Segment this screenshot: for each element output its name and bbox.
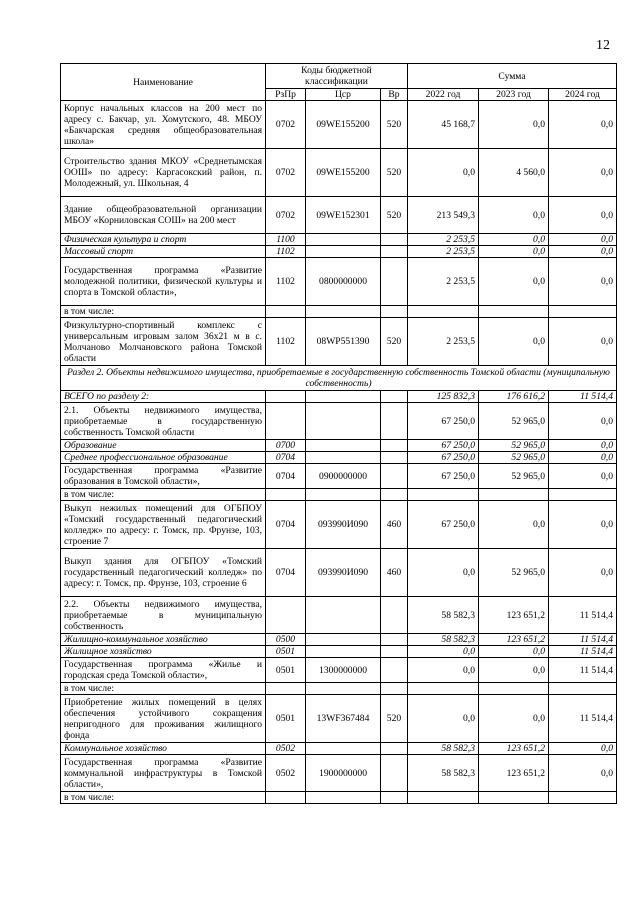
cell-y2023: 52 965,0	[479, 440, 549, 452]
table-row	[61, 792, 617, 804]
cell-vr	[381, 452, 408, 464]
table-row	[61, 101, 617, 149]
table-row	[61, 452, 617, 464]
cell-rzpr: 0704	[266, 452, 306, 464]
cell-vr	[381, 440, 408, 452]
cell-y2023: 0,0	[479, 197, 549, 234]
cell-csr	[306, 440, 381, 452]
cell-y2024: 0,0	[549, 464, 617, 489]
cell-y2024: 0,0	[549, 403, 617, 440]
cell-rzpr: 1100	[266, 234, 306, 246]
cell-rzpr: 0501	[266, 695, 306, 743]
header-rzpr: РзПр	[266, 89, 306, 101]
cell-y2023: 0,0	[479, 695, 549, 743]
cell-rzpr	[266, 792, 306, 804]
cell-rzpr: 0702	[266, 101, 306, 149]
cell-y2023: 0,0	[479, 246, 549, 258]
cell-y2022: 58 582,3	[408, 597, 479, 634]
cell-vr	[381, 792, 408, 804]
cell-y2024: 0,0	[549, 501, 617, 549]
table-row	[61, 695, 617, 743]
cell-vr	[381, 755, 408, 792]
table-row	[61, 440, 617, 452]
cell-csr	[306, 489, 381, 501]
cell-y2023: 0,0	[479, 646, 549, 658]
cell-y2023: 0,0	[479, 234, 549, 246]
cell-y2022: 0,0	[408, 646, 479, 658]
cell-y2024: 11 514,4	[549, 695, 617, 743]
cell-y2022: 2 253,5	[408, 318, 479, 366]
cell-name: Выкуп нежилых помещений для ОГБПОУ «Томский государственный педагогический колледж» по адресу: г. Томск, пр. Фрунзе, 103, строение 7	[61, 501, 266, 549]
section-title: Раздел 2. Объекты недвижимого имущества, приобретаемые в государственную собственность Томской области (муниципальную собственность)	[61, 366, 617, 391]
cell-name: Корпус начальных классов на 200 мест по адресу с. Бакчар, ул. Хомутского, 48. МБОУ «Бакчарская средняя общеобразовательная школа»	[61, 101, 266, 149]
cell-csr	[306, 452, 381, 464]
cell-csr	[306, 792, 381, 804]
cell-y2023	[479, 306, 549, 318]
cell-rzpr: 1102	[266, 318, 306, 366]
cell-rzpr	[266, 683, 306, 695]
cell-name: Государственная программа «Жилье и городская среда Томской области»,	[61, 658, 266, 683]
cell-y2024: 0,0	[549, 318, 617, 366]
cell-y2024: 0,0	[549, 452, 617, 464]
cell-csr: 08WP551390	[306, 318, 381, 366]
cell-vr	[381, 234, 408, 246]
cell-vr: 460	[381, 549, 408, 597]
cell-y2023: 123 651,2	[479, 743, 549, 755]
cell-y2022: 67 250,0	[408, 403, 479, 440]
cell-y2023	[479, 792, 549, 804]
cell-y2022: 67 250,0	[408, 464, 479, 489]
table-row	[61, 197, 617, 234]
table-row	[61, 318, 617, 366]
cell-rzpr	[266, 489, 306, 501]
cell-vr	[381, 634, 408, 646]
table-row	[61, 403, 617, 440]
cell-y2024: 0,0	[549, 101, 617, 149]
cell-csr: 093990И090	[306, 549, 381, 597]
cell-name: Государственная программа «Развитие образования в Томской области»,	[61, 464, 266, 489]
cell-y2022: 0,0	[408, 149, 479, 197]
cell-vr: 520	[381, 197, 408, 234]
cell-vr: 520	[381, 695, 408, 743]
cell-name: Жилищное хозяйство	[61, 646, 266, 658]
header-2022: 2022 год	[408, 89, 479, 101]
cell-vr	[381, 246, 408, 258]
cell-y2022	[408, 683, 479, 695]
cell-y2022: 0,0	[408, 549, 479, 597]
cell-name: в том числе:	[61, 792, 266, 804]
cell-y2023: 123 651,2	[479, 634, 549, 646]
cell-y2024: 0,0	[549, 440, 617, 452]
cell-name: в том числе:	[61, 489, 266, 501]
cell-name: 2.2. Объекты недвижимого имущества, приобретаемые в муниципальную собственность	[61, 597, 266, 634]
section-heading-row	[61, 366, 617, 391]
cell-vr	[381, 646, 408, 658]
cell-rzpr: 0502	[266, 743, 306, 755]
budget-table	[60, 63, 617, 804]
cell-y2022: 67 250,0	[408, 452, 479, 464]
cell-y2023: 0,0	[479, 501, 549, 549]
cell-csr: 0800000000	[306, 258, 381, 306]
cell-y2022	[408, 489, 479, 501]
cell-y2022: 58 582,3	[408, 743, 479, 755]
cell-csr: 1300000000	[306, 658, 381, 683]
cell-csr	[306, 634, 381, 646]
cell-csr	[306, 646, 381, 658]
cell-y2022: 58 582,3	[408, 634, 479, 646]
cell-csr: 0900000000	[306, 464, 381, 489]
cell-rzpr: 0502	[266, 755, 306, 792]
cell-y2022: 2 253,5	[408, 246, 479, 258]
cell-y2023: 52 965,0	[479, 452, 549, 464]
cell-vr	[381, 597, 408, 634]
cell-y2024: 11 514,4	[549, 658, 617, 683]
table-row	[61, 597, 617, 634]
cell-name: Государственная программа «Развитие молодежной политики, физической культуры и спорта в Томской области»,	[61, 258, 266, 306]
cell-vr	[381, 658, 408, 683]
cell-rzpr	[266, 391, 306, 403]
cell-rzpr: 0702	[266, 149, 306, 197]
cell-y2022: 213 549,3	[408, 197, 479, 234]
cell-csr: 1900000000	[306, 755, 381, 792]
header-codes: Коды бюджетной классификации	[266, 64, 408, 89]
cell-rzpr	[266, 403, 306, 440]
cell-rzpr	[266, 306, 306, 318]
cell-name: Физкультурно-спортивный комплекс с универсальным игровым залом 36х21 м в с. Молчаново Молчановского района Томской области	[61, 318, 266, 366]
cell-csr	[306, 683, 381, 695]
cell-csr: 09WE152301	[306, 197, 381, 234]
cell-name: в том числе:	[61, 306, 266, 318]
cell-y2024: 11 514,4	[549, 646, 617, 658]
cell-y2024	[549, 683, 617, 695]
cell-rzpr: 1102	[266, 246, 306, 258]
cell-y2023	[479, 683, 549, 695]
cell-name: Образование	[61, 440, 266, 452]
cell-y2022	[408, 792, 479, 804]
cell-y2022: 58 582,3	[408, 755, 479, 792]
cell-name: в том числе:	[61, 683, 266, 695]
cell-vr	[381, 403, 408, 440]
table-row	[61, 646, 617, 658]
cell-y2023: 4 560,0	[479, 149, 549, 197]
cell-y2024: 0,0	[549, 258, 617, 306]
cell-y2024: 11 514,4	[549, 634, 617, 646]
cell-y2022: 45 168,7	[408, 101, 479, 149]
cell-y2023: 0,0	[479, 658, 549, 683]
cell-y2024: 0,0	[549, 149, 617, 197]
table-row	[61, 755, 617, 792]
cell-y2024: 11 514,4	[549, 597, 617, 634]
table-row	[61, 743, 617, 755]
table-row	[61, 683, 617, 695]
table-row	[61, 501, 617, 549]
cell-y2024	[549, 489, 617, 501]
cell-rzpr	[266, 597, 306, 634]
cell-y2023: 123 651,2	[479, 597, 549, 634]
cell-y2022: 2 253,5	[408, 234, 479, 246]
cell-vr	[381, 464, 408, 489]
page-number: 12	[596, 38, 610, 53]
header-name: Наименование	[61, 64, 266, 101]
cell-csr	[306, 246, 381, 258]
table-row	[61, 258, 617, 306]
cell-csr	[306, 743, 381, 755]
cell-y2023: 52 965,0	[479, 403, 549, 440]
header-csr: Цср	[306, 89, 381, 101]
cell-name: ВСЕГО по разделу 2:	[61, 391, 266, 403]
cell-csr: 093990И090	[306, 501, 381, 549]
cell-vr	[381, 489, 408, 501]
cell-y2022: 0,0	[408, 695, 479, 743]
table-row	[61, 391, 617, 403]
cell-name: Приобретение жилых помещений в целях обеспечения устойчивого сокращения непригодного для проживания жилищного фонда	[61, 695, 266, 743]
cell-y2023: 123 651,2	[479, 755, 549, 792]
cell-rzpr: 0704	[266, 549, 306, 597]
cell-y2023: 0,0	[479, 101, 549, 149]
cell-name: Выкуп здания для ОГБПОУ «Томский государственный педагогический колледж» по адресу: г. Томск, пр. Фрунзе, 103, строение 6	[61, 549, 266, 597]
cell-y2022: 125 832,3	[408, 391, 479, 403]
cell-vr	[381, 306, 408, 318]
cell-y2024: 0,0	[549, 234, 617, 246]
cell-vr: 520	[381, 318, 408, 366]
cell-csr: 09WE155200	[306, 101, 381, 149]
cell-rzpr: 0500	[266, 634, 306, 646]
cell-y2024: 0,0	[549, 549, 617, 597]
cell-y2024: 0,0	[549, 197, 617, 234]
cell-y2023: 52 965,0	[479, 549, 549, 597]
cell-y2022: 67 250,0	[408, 501, 479, 549]
header-vr: Вр	[381, 89, 408, 101]
cell-y2024: 0,0	[549, 743, 617, 755]
table-row	[61, 306, 617, 318]
cell-vr	[381, 258, 408, 306]
table-row	[61, 634, 617, 646]
cell-rzpr: 0700	[266, 440, 306, 452]
table-row	[61, 234, 617, 246]
header-2024: 2024 год	[549, 89, 617, 101]
cell-rzpr: 0702	[266, 197, 306, 234]
cell-name: Среднее профессиональное образование	[61, 452, 266, 464]
cell-vr	[381, 391, 408, 403]
cell-name: Здание общеобразовательной организации МБОУ «Корниловская СОШ» на 200 мест	[61, 197, 266, 234]
cell-csr	[306, 403, 381, 440]
cell-y2022: 0,0	[408, 658, 479, 683]
table-row	[61, 149, 617, 197]
cell-y2023: 176 616,2	[479, 391, 549, 403]
cell-name: Массовый спорт	[61, 246, 266, 258]
cell-csr: 09WE155200	[306, 149, 381, 197]
cell-y2022: 2 253,5	[408, 258, 479, 306]
cell-y2024	[549, 306, 617, 318]
cell-y2023: 0,0	[479, 258, 549, 306]
header-sum: Сумма	[408, 64, 617, 89]
cell-name: 2.1. Объекты недвижимого имущества, приобретаемые в государственную собственность Томской области	[61, 403, 266, 440]
cell-csr	[306, 306, 381, 318]
table-row	[61, 246, 617, 258]
cell-name: Жилищно-коммунальное хозяйство	[61, 634, 266, 646]
cell-y2022: 67 250,0	[408, 440, 479, 452]
cell-vr	[381, 683, 408, 695]
cell-vr: 460	[381, 501, 408, 549]
table-row	[61, 549, 617, 597]
cell-y2022	[408, 306, 479, 318]
cell-name: Строительство здания МКОУ «Среднетымская ООШ» по адресу: Каргасокский район, п. Молодежный, ул. Школьная, 4	[61, 149, 266, 197]
cell-y2024: 11 514,4	[549, 391, 617, 403]
cell-csr	[306, 597, 381, 634]
cell-rzpr: 0704	[266, 464, 306, 489]
cell-rzpr: 1102	[266, 258, 306, 306]
cell-name: Государственная программа «Развитие коммунальной инфраструктуры в Томской области»,	[61, 755, 266, 792]
table-row	[61, 464, 617, 489]
cell-y2023	[479, 489, 549, 501]
cell-y2023: 0,0	[479, 318, 549, 366]
cell-name: Физическая культура и спорт	[61, 234, 266, 246]
table-row	[61, 489, 617, 501]
cell-csr: 13WF367484	[306, 695, 381, 743]
cell-y2024: 0,0	[549, 246, 617, 258]
cell-csr	[306, 234, 381, 246]
cell-rzpr: 0501	[266, 658, 306, 683]
header-2023: 2023 год	[479, 89, 549, 101]
cell-y2023: 52 965,0	[479, 464, 549, 489]
cell-rzpr: 0704	[266, 501, 306, 549]
table-row	[61, 658, 617, 683]
cell-rzpr: 0501	[266, 646, 306, 658]
cell-vr: 520	[381, 101, 408, 149]
table-body	[61, 101, 617, 804]
cell-vr: 520	[381, 149, 408, 197]
cell-vr	[381, 743, 408, 755]
cell-y2024	[549, 792, 617, 804]
cell-y2024: 0,0	[549, 755, 617, 792]
cell-csr	[306, 391, 381, 403]
cell-name: Коммунальное хозяйство	[61, 743, 266, 755]
